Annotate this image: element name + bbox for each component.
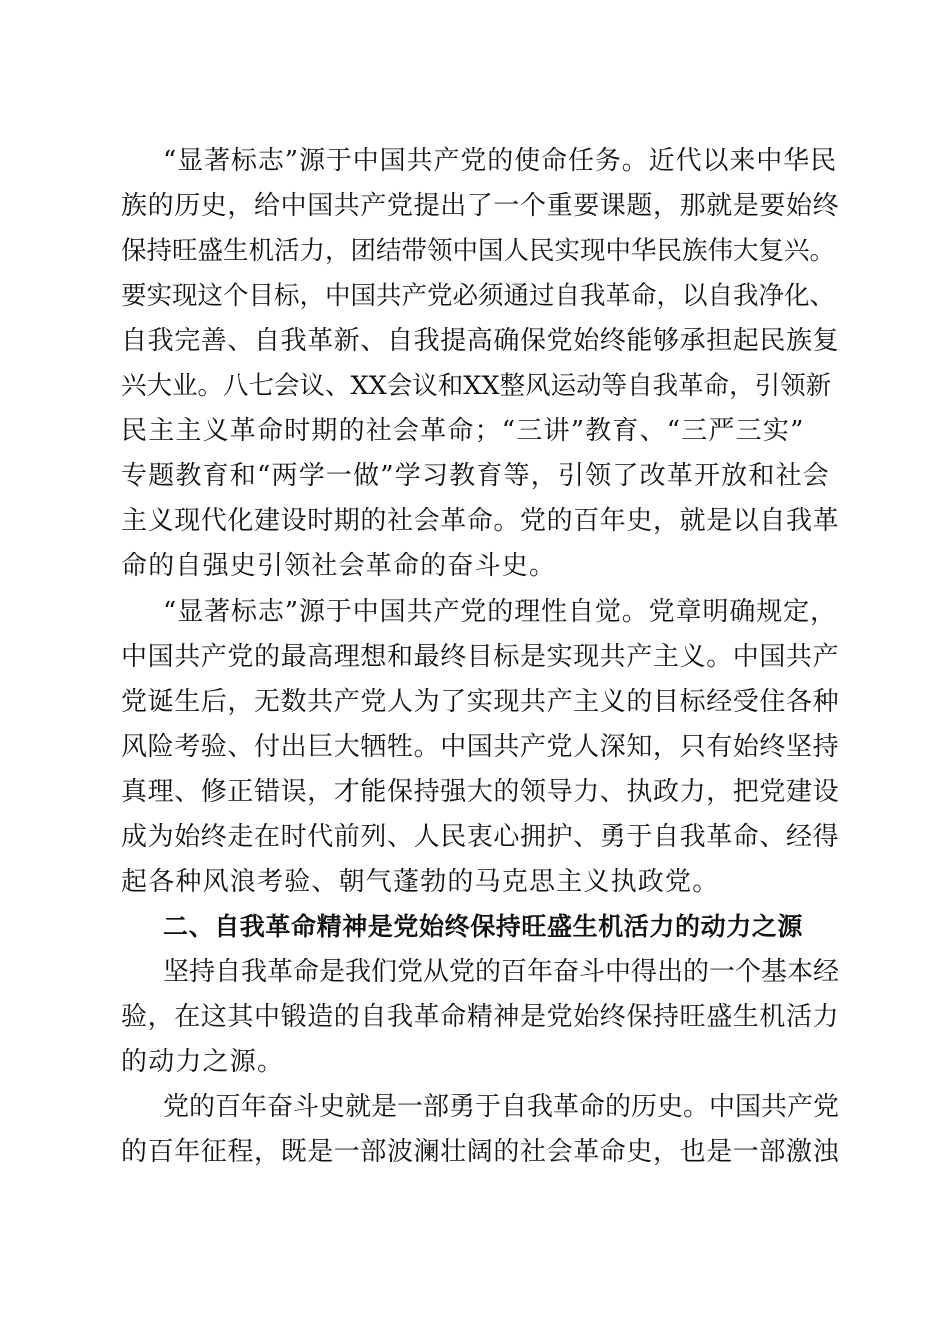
text-line: 的百年征程，既是一部波澜壮阔的社会革命史，也是一部激浊	[121, 1137, 840, 1167]
text-line: 中国共产党的最高理想和最终目标是实现共产主义。中国共产	[121, 642, 840, 672]
text-line: 成为始终走在时代前列、人民衷心拥护、勇于自我革命、经得	[121, 822, 840, 852]
text-line: 主义现代化建设时期的社会革命。党的百年史，就是以自我革	[121, 506, 840, 536]
text-line: 要实现这个目标，中国共产党必须通过自我革命，以自我净化、	[121, 281, 836, 311]
text-line: 风险考验、付出巨大牺牲。中国共产党人深知，只有始终坚持	[121, 732, 840, 762]
text-line: “显著标志”源于中国共产党的理性自觉。党章明确规定，	[163, 597, 837, 627]
text-line: “显著标志”源于中国共产党的使命任务。近代以来中华民	[163, 146, 837, 176]
text-line: 真理、修正错误，才能保持强大的领导力、执政力，把党建设	[121, 777, 840, 807]
text-line: 族的历史，给中国共产党提出了一个重要课题，那就是要始终	[121, 191, 840, 221]
text-line: 验，在这其中锻造的自我革命精神是党始终保持旺盛生机活力	[121, 1002, 840, 1032]
text-line: 的动力之源。	[121, 1047, 285, 1077]
text-line: 坚持自我革命是我们党从党的百年奋斗中得出的一个基本经	[163, 957, 840, 987]
text-line: 兴大业。八七会议、XX会议和XX整风运动等自我革命，引领新	[121, 371, 832, 401]
text-line: 自我完善、自我革新、自我提高确保党始终能够承担起民族复	[121, 326, 840, 356]
text-line: 保持旺盛生机活力，团结带领中国人民实现中华民族伟大复兴。	[121, 236, 836, 266]
text-line: 专题教育和“两学一做”学习教育等，引领了改革开放和社会	[121, 461, 830, 491]
text-line: 党诞生后，无数共产党人为了实现共产主义的目标经受住各种	[121, 687, 840, 717]
text-line: 党的百年奋斗史就是一部勇于自我革命的历史。中国共产党	[163, 1092, 840, 1122]
section-heading: 二、自我革命精神是党始终保持旺盛生机活力的动力之源	[163, 912, 804, 941]
text-line: 民主主义革命时期的社会革命；“三讲”教育、“三严三实”	[121, 416, 805, 446]
text-line: 起各种风浪考验、朝气蓬勃的马克思主义执政党。	[121, 867, 720, 897]
text-line: 命的自强史引领社会革命的奋斗史。	[121, 551, 557, 581]
